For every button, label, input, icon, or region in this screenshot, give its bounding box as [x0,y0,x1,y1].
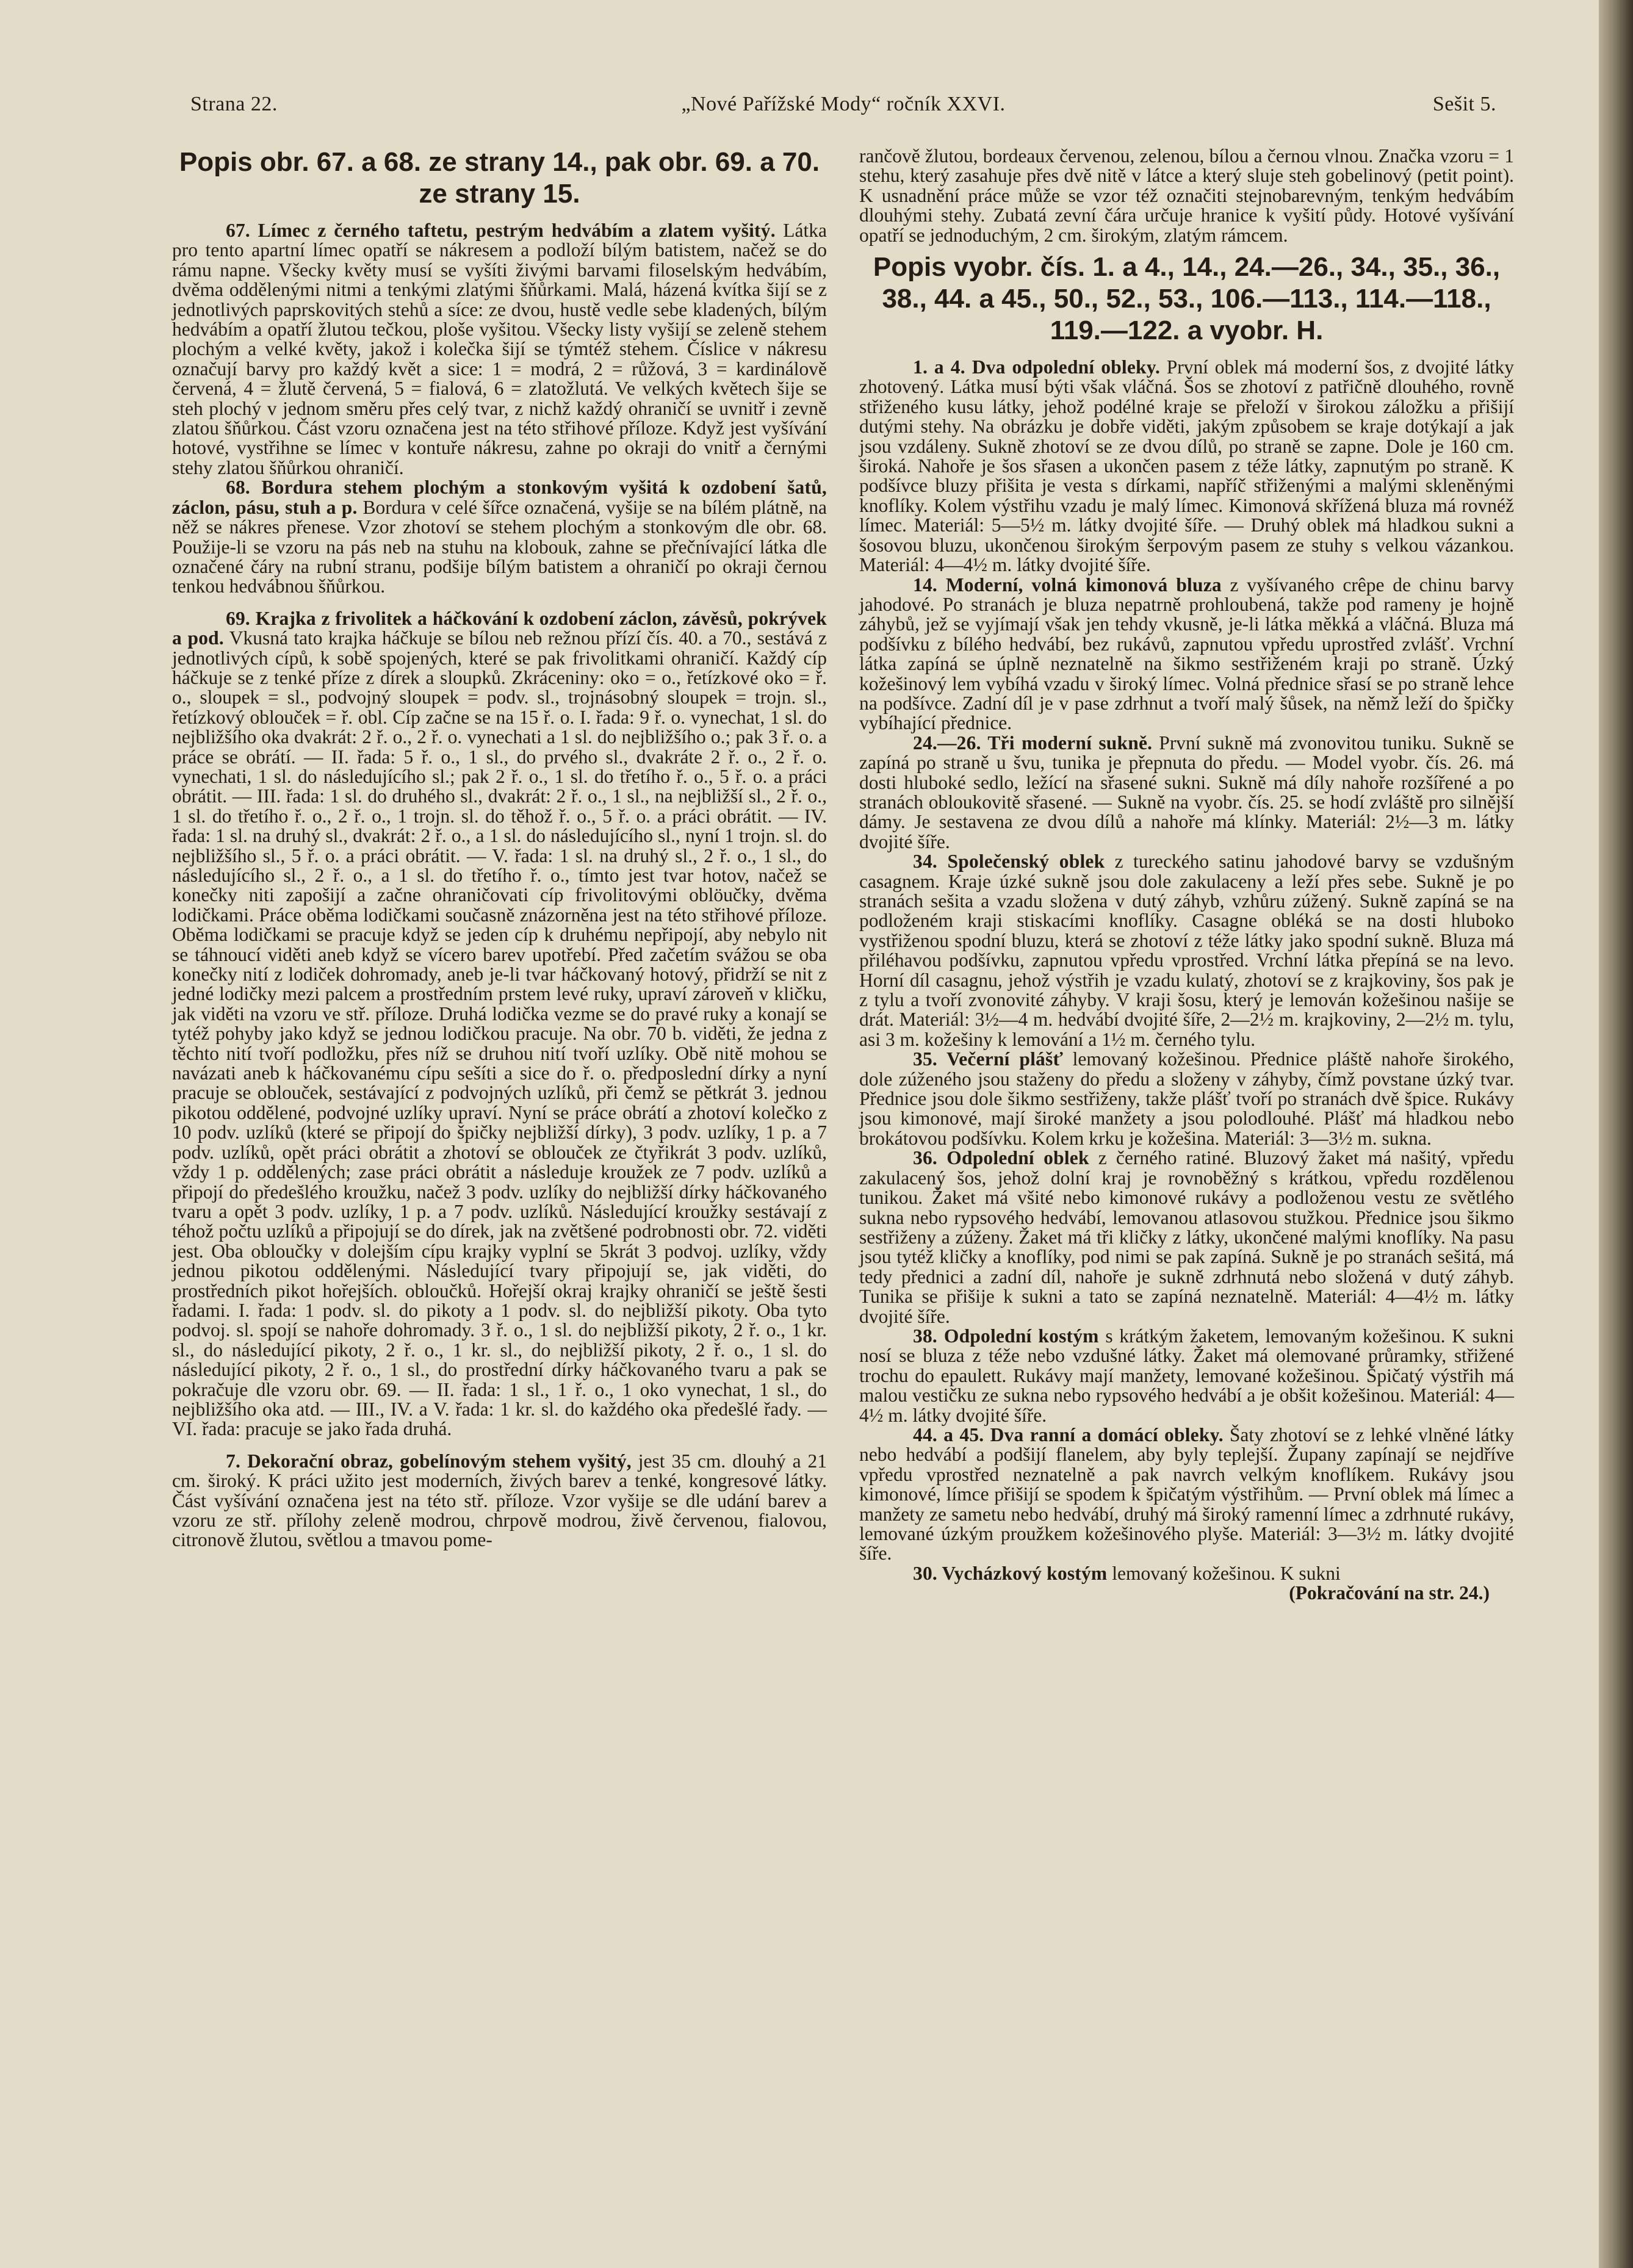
item-lead: 67. Límec z černého taftetu, pestrým hedvábím a zlatem vyšitý. [226,220,776,241]
item-text: jest 35 cm. dlouhý a 21 cm. široký. K práci užito jest moderních, živých barev a tenké, kongresové látky. Část vyšívání označena jest na této stř. příloze. Vzor vyšije se dle udání barev a vzoru ze stř. přílohy zeleně modrou, chrpově modrou, živě červenou, fialovou, citronově žlutou, světlou a tmavou pome- [172,1450,827,1551]
item-text: Látka pro tento apartní límec opatří se nákresem a podloží bílým batistem, načež se do rámu napne. Všecky květy musí se vyšíti živými barvami filoselským hedvábím, dvěma oddělenými nitmi a tenkými zlatými šňůrkami. Malá, házená kvítka šijí se z jednotlivých paprskovitých stehů a síce: ze dvou, hustě vedle sebe kladených, bílým hedvábím a opatří žlutou tečkou, ploše vyšitou. Všecky listy vyšijí se zeleně stehem plochým a velké květy, jakož i kolečka šijí se týmtéž stehem. Číslice v nákresu označují barvy pro každý květ a sice: 1 = modrá, 2 = růžová, 3 = kardinálově červená, 4 = žlutě červená, 5 = fialová, 6 = zlatožlutá. Ve velkých květech šije se steh plochý v jednom směru přes celý tvar, z nichž každý ohraničí se uvnitř i zevně zlatou šňůrkou. Část vzoru označena jest na této střihové příloze. Když jest vyšívání hotové, vystřihne se límec v kontuře nákresu, zahne po okraji do vnitř a černými stehy zlatou šňůrkou ohraničí. [172,220,827,478]
right-section-title: Popis vyobr. čís. 1. a 4., 14., 24.—26., 34., 35., 36., 38., 44. a 45., 50., 52., 53., 106.—113., 114.—118., 119.—122. a vyobr. H. [873,252,1501,346]
item-lead: 7. Dekorační obraz, gobelínovým stehem vyšitý, [226,1450,632,1472]
item-text: z tureckého satinu jahodové barvy se vzdušným casagnem. Kraje úzké sukně jsou dole zakulaceny a leží přes sebe. Sukně je po stranách sešita a vzadu složena v dutý záhyb, vzhůru zúžený. Sukně zapíná se na podloženém kraji stiskacími knoflíky. Casagne obléká se na dosti hluboko vystřiženou spodní bluzu, která se zhotoví z téže látky jako spodní sukně. Bluza má přiléhavou podšívku, zapnutou vpředu vprostřed. Vrchní látka přepíná se na levo. Horní díl casagnu, jehož výstřih je vzadu kulatý, zhotoví se z krajkoviny, šos pak je z tylu a tvoří zvonovité záhyby. V kraji šosu, který je lemován kožešinou našije se drát. Materiál: 3½—4 m. hedvábí dvojité šíře, 2—2½ m. krajkoviny, 2—2½ m. tylu, asi 3 m. kožešiny k lemování a 1½ m. černého tylu. [859,851,1515,1050]
item-lead: 38. Odpolední kostým [913,1325,1099,1347]
left-column [172,146,827,1550]
continued-text: rančově žlutou, bordeaux červenou, zelenou, bílou a černou vlnou. Značka vzoru = 1 stehu, který zasahuje přes dvě nitě v látce a který sluje steh gobelinový (petit point). K usnadnění práce může se vzor též označiti stejnobarevným, tenkým hedvábím dlouhými stehy. Zubatá zevní čára určuje hranice k vyšití půdy. Hotové vyšívání opatří se jednoduchým, 2 cm. širokým, zlatým rámcem. [859,145,1514,246]
item-38 [859,1327,1514,1425]
item-34 [859,852,1514,1049]
item-text: První oblek má moderní šos, z dvojité látky zhotovený. Látka musí býti však vláčná. Šos se zhotoví z patřičně dlouhého, rovně střiženého kusu látky, jehož podélné kraje se přeloží v širokou záložku a přišijí dutými stehy. Na obrázku je dobře viděti, jakým způsobem se kraje dotýkají a jak jsou vzdáleny. Sukně zhotoví se ze dvou dílů, po straně se zapne. Dole je 160 cm. široká. Nahoře je šos sřasen a ukončen pasem z téže látky, zapnutým po straně. K podšívce bluzy přišita je vesta s dírkami, napříč střiženými a malými skleněnými knoflíky. Kolem výstřihu vzadu je malý límec. Kimonová skřížená bluza má rovnéž límec. Materiál: 5—5½ m. látky dvojité šíře. — Druhý oblek má hladkou sukni a šosovou bluzu, ukončenou širokým šerpovým pasem ze stuhy s velkou vázankou. Materiál: 4—4½ m. látky dvojité šíře. [859,356,1515,576]
item-text: Vkusná tato krajka háčkuje se bílou neb režnou přízí čís. 40. a 70., sestává z jednotlivých cípů, k sobě spojených, které se pak frivolitkami ohraničí. Každý cíp háčkuje se z tenké příze z dírek a sloupků. Zkráceniny: oko = o., řetízkové oko = ř. o., sloupek = sl., podvojný sloupek = podv. sl., trojnásobný sloupek = trojn. sl., řetízkový oblouček = ř. obl. Cíp začne se na 15 ř. o. I. řada: 9 ř. o. vynechat, 1 sl. do nejbližšího oka dvakrát: 2 ř. o., 2 ř. o. vynechati a 1 sl. do nejbližšího o.; pak 3 ř. o. a práce se obrátí. — II. řada: 5 ř. o., 1 sl., do prvého sl., dvakráte 2 ř. o., 2 ř. o. vynechati, 1 sl. do následujícího sl.; pak 2 ř. o., 1 sl. do třetího ř. o., 5 ř. o. a práci obrátit. — III. řada: 1 sl. do druhého sl., dvakrát: 2 ř. o., 1 sl., na nejbližší sl., 2 ř. o., 1 sl. do třetího ř. o., 2 ř. o., 1 trojn. sl. do těhož ř. o., 5 ř. o. a práci obrátit. — IV. řada: 1 sl. na druhý sl., dvakrát: 2 ř. o., a 1 sl. do následujícího sl., nyní 1 trojn. sl. do nejbližšího sl., 5 ř. o. a práci obrátit. — V. řada: 1 sl. na druhý sl., 2 ř. o., 1 sl., do následujícího sl., 2 ř. o., a 1 sl. do třetího ř. o., tímto jest tvar hotov, načež se konečky niti zapošijí a začne ohraničovati cíp frivolitovými oblöučky, dvěma lodičkami. Práce oběma lodičkami současně znázorněna jest na této střihové příloze. Oběma lodičkami se pracuje když se jeden cíp k druhému nepřipojí, aby nebylo nit se táhnoucí viděti aneb když se vícero barev upotřebí. Před začetím svážou se oba konečky nití z lodiček dohromady, aneb je-li tvar háčkovaný hotový, přidrží se nit z jedné lodičky mezi palcem a prostředním prstem levé ruky, upraví zároveň v kličku, jak viděti na vzoru ve stř. příloze. Druhá lodička vezme se do pravé ruky a konají se tytéž pohyby jako když se jednou lodičkou pracuje. Na obr. 70 b. viděti, že jedna z těchto nití tvoří podložku, přes níž se druhou nití tvoří uzlíky. Obě nitě mohou se navázati aneb k háčkovanému cípu sešíti a sice do ř. o. předposlední dírky a nyní pracuje se oblouček, sestávající z podvojných uzlíků, při čemž se pětkrát 3. jednou pikotou oddělené, podvojné uzlíky upraví. Nyní se práce obrátí a zhotoví kolečko z 10 podv. uzlíků (které se připojí do špičky nejbližší dírky), 3 podv. uzlíky, 1 p. a 7 podv. uzlíků, opět práci obrátit a zhotoví se oblouček ze čtyřikrát 3 podv. uzlíků, vždy 1 p. oddělených; zase práci obrátit a následuje kroužek ze 7 podv. uzlíků a připojí do předešlého kroužku, načež 3 podv. uzlíky do nejbližší dírky háčkovaného tvaru a opět 3 podv. uzlíky, 1 p. a 7 podv. uzlíků. Následující kroužky sestávají z téhož počtu uzlíků a připojují se do dírek, jak na zvětšené podrobnosti obr. 72. viděti jest. Oba obloučky v dolejším cípu krajky vyplní se 5krát 3 podvoj. uzlíky, vždy jednou pikotou oddělenými. Následující tvary připojují se, jak viděti, do prostředních pikot hořejších. obloučků. Hořejší okraj krajky ohraničí se ještě šesti řadami. I. řada: 1 podv. sl. do pikoty a 1 podv. sl. do nejbližší pikoty. Oba tyto podvoj. sl. spojí se nahoře dohromady. 3 ř. o., 1 sl. do nejbližší pikoty, 2 ř. o., 1 kr. sl., do následující pikoty, 2 ř. o., 1 kr. sl., do nejbližší pikoty, 2 ř. o., 1 sl. do následující pikoty, 2 ř. o., 1 sl., do prostřední dírky háčkovaného tvaru a pak se pokračuje dle vzoru obr. 69. — II. řada: 1 sl., 1 ř. o., 1 oko vynechat, 1 sl., do nejbližšího oka atd. — III., IV. a V. řada: 1 kr. sl. do každého oka předešlé řady. — VI. řada: pracuje se jako řada druhá. [172,627,827,1440]
left-section-title: Popis obr. 67. a 68. ze strany 14., pak obr. 69. a 70. ze strany 15. [179,147,820,209]
item-text: První sukně má zvonovitou tuniku. Sukně se zapíná po straně u švu, tunika je přepnuta do předu. — Model vyobr. čís. 26. má dosti hluboké sedlo, ležící na sřasené sukni. Sukně má díly nahoře rozšířené a po stranách obloukovitě sřasené. — Sukně na vyobr. čís. 25. se hodí zvláště pro silnější dámy. Je sestavena ze dvou dílů a nahoře má klínky. Materiál: 2½—3 m. látky dvojité šíře. [859,732,1514,852]
page-edge-shadow [1599,0,1633,2268]
item-24-26 [859,733,1514,852]
item-text: Bordura v celé šířce označená, vyšije se na bílém plátně, na něž se nákres přenese. Vzor zhotoví se stehem plochým a stonkovým dle obr. 68. Použije-li se vzoru na pás neb na stuhu na klobouk, zahne se přečnívající látka dle označené čáry na rubní stranu, podšije bílým batistem a ohraničí po okraji černou tenkou hedvábnou šňůrkou. [172,496,827,597]
item-lead: 14. Moderní, volná kimonová bluza [913,574,1222,596]
item-36 [859,1148,1514,1327]
item-7 [172,1452,827,1550]
item-69 [172,609,827,1439]
item-lead: 44. a 45. Dva ranní a domácí obleky. [913,1424,1224,1445]
item-35 [859,1049,1514,1148]
item-text: Šaty zhotoví se z lehké vlněné látky nebo hedvábí a podšijí flanelem, aby byly teplejší. Župany zapínají se nejdříve vpředu vprostřed neznatelně a pak navrch velkým knoflíkem. Rukávy jsou kimonové, límce přišijí se spodem k špičatým výstřihům. — První oblek má límec a manžety ze sametu nebo hedvábí, druhý má široký ramenní límec a zdrhnuté rukávy, lemované úzkým proužkem kožešinového plyše. Materiál: 3—3½ m. látky dvojité šíře. [859,1424,1514,1564]
item-lead: 34. Společenský oblek [913,851,1105,873]
item-44-45 [859,1425,1514,1564]
item-text: lemovaný kožešinou. K sukni [1107,1562,1341,1584]
item-text: s krátkým žaketem, lemovaným kožešinou. K sukni nosí se bluza z téže nebo vzdušné látky. Žaket má olemované průramky, střižené trochu do epaulett. Rukávy mají manžety, lemované kožešinou. Špičatý výstřih má malou vestičku ze sukna nebo rypsového hedvábí a je obšit kožešinou. Materiál: 4—4½ m. látky dvojité šíře. [859,1325,1514,1426]
item-lead: 24.—26. Tři moderní sukně. [913,732,1153,754]
publication-title: „Nové Pařížské Mody“ ročník XXVI. [681,93,1006,115]
continuation-note: (Pokračování na str. 24.) [1289,1582,1490,1604]
item-lead: 68. Bordura stehem plochým a stonkovým vyšitá k ozdobení šatů, záclon, pásu, stuh a p. [172,477,827,518]
item-text: z vyšívaného crêpe de chinu barvy jahodové. Po stranách je bluza nepatrně prohloubená, takže pod rameny je hojně záhybů, jež se vyjímají však jen tehdy vkusně, je-li látka měkká a vláčná. Bluza má podšívku z bílého hedvábí, bez rukávů, zapnutou vpředu uprostřed zvlášť. Vrchní látka zapíná se úplně neznatelně na šikmo sestřiženém kraji po straně. Úzký kožešinový lem vybíhá vzadu v široký límec. Volná přednice sřasí se po straně lehce na podšívce. Zadní díl je v pase zdrhnut a tvoří malý šůsek, na němž leží do špičky vybíhající přednice. [859,574,1514,734]
item-1-4 [859,358,1514,575]
item-lead: 36. Odpolední oblek [913,1147,1089,1169]
issue-number: Sešit 5. [1432,93,1496,115]
item-lead: 35. Večerní plášť [913,1048,1064,1070]
item-text: z černého ratiné. Bluzový žaket má našitý, vpředu zakulacený šos, jehož dolní kraj je rovnoběžný s krátkou, vpředu rozdělenou tunikou. Žaket má všité nebo kimonové rukávy a podloženou vestu ze světlého sukna nebo rypsového hedvábí, lemovanou atlasovou stužkou. Přednice jsou šikmo sestřiženy a zúženy. Žaket má tři kličky z látky, ukončené malými knoflíky. Na pasu jsou tytéž kličky a knoflíky, pod nimi se pak zapíná. Sukně je po stranách sešitá, má tedy přednici a zadní díl, nahoře je sukně zdrhnutá nebo složená v dutý záhyb. Tunika se přišije k sukni a tato se zapíná neznatelně. Materiál: 4—4½ m. látky dvojité šíře. [859,1147,1514,1327]
item-lead: 1. a 4. Dva odpolední obleky. [913,356,1161,378]
item-68 [172,478,827,596]
page-header [190,93,1496,120]
item-14 [859,575,1514,733]
right-column [859,146,1514,1604]
page-number: Strana 22. [190,93,278,115]
item-lead: 30. Vycházkový kostým [913,1562,1108,1584]
item-lead: 69. Krajka z frivolitek a háčkování k ozdobení záclon, závěsů, pokrývek a pod. [172,607,827,649]
item-30 [859,1564,1514,1583]
item-text: lemovaný kožešinou. Přednice pláště nahoře širokého, dole zúženého jsou staženy do předu a složeny v záhyby, čímž povstane úzký tvar. Přednice jsou dole šikmo sestřiženy, takže plášť tvoří po stranách dvě špice. Rukávy jsou kimonové, mají široké manžety a jsou polodlouhé. Plášť má hladkou nebo brokátovou podšívku. Kolem krku je kožešina. Materiál: 3—3½ m. sukna. [859,1048,1514,1149]
item-67 [172,221,827,478]
